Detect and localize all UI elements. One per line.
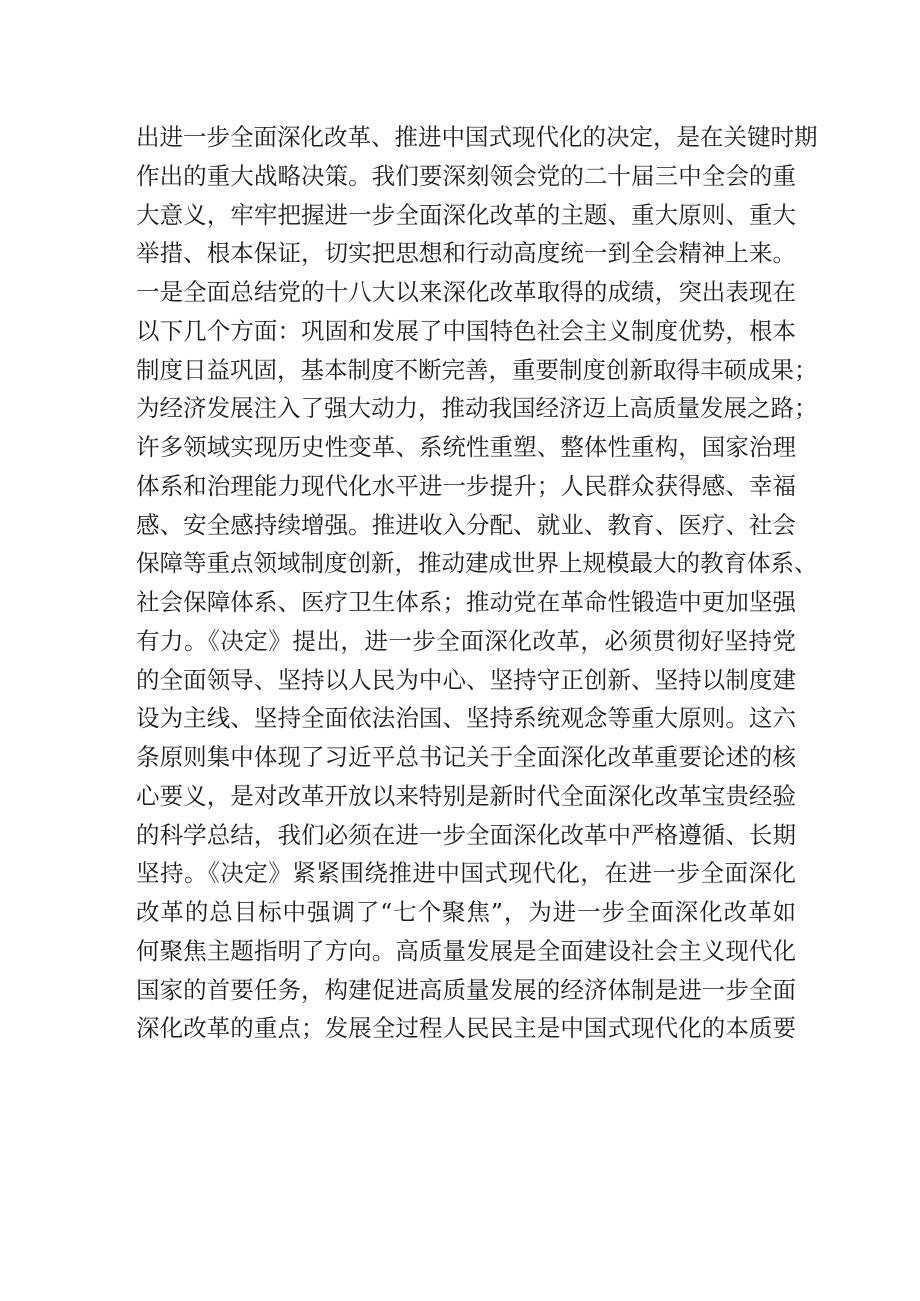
text-line: 的全面领导、坚持以人民为中心、坚持守正创新、坚持以制度建: [136, 665, 796, 694]
text-line: 的科学总结，我们必须在进一步全面深化改革中严格遵循、长期: [136, 820, 796, 849]
text-line: 制度日益巩固，基本制度不断完善，重要制度创新取得丰硕成果；: [136, 355, 818, 384]
text-line: 为经济发展注入了强大动力，推动我国经济迈上高质量发展之路；: [136, 394, 818, 423]
text-line: 大意义，牢牢把握进一步全面深化改革的主题、重大原则、重大: [136, 200, 796, 229]
text-line: 以下几个方面：巩固和发展了中国特色社会主义制度优势，根本: [136, 316, 796, 345]
text-line: 有力。《决定》提出，进一步全面深化改革，必须贯彻好坚持党: [136, 626, 796, 655]
text-line: 何聚焦主题指明了方向。高质量发展是全面建设社会主义现代化: [136, 936, 796, 965]
text-line: 设为主线、坚持全面依法治国、坚持系统观念等重大原则。这六: [136, 704, 796, 733]
text-line: 许多领域实现历史性变革、系统性重塑、整体性重构，国家治理: [136, 433, 796, 461]
text-line: 出进一步全面深化改革、推进中国式现代化的决定，是在关键时期: [136, 123, 818, 151]
text-line: 改革的总目标中强调了“七个聚焦”，为进一步全面深化改革如: [136, 898, 796, 926]
body-text: [136, 118, 818, 1048]
text-line: 心要义，是对改革开放以来特别是新时代全面深化改革宝贵经验: [136, 781, 796, 810]
text-line: 体系和治理能力现代化水平进一步提升；人民群众获得感、幸福: [136, 471, 796, 500]
text-line: 条原则集中体现了习近平总书记关于全面深化改革重要论述的核: [136, 743, 796, 771]
text-line: 作出的重大战略决策。我们要深刻领会党的二十届三中全会的重: [136, 161, 796, 190]
text-line: 举措、根本保证，切实把思想和行动高度统一到全会精神上来。: [136, 239, 796, 268]
text-line: 感、安全感持续增强。推进收入分配、就业、教育、医疗、社会: [136, 510, 796, 539]
text-line: 一是全面总结党的十八大以来深化改革取得的成绩，突出表现在: [136, 278, 796, 306]
text-line: 社会保障体系、医疗卫生体系；推动党在革命性锻造中更加坚强: [136, 588, 796, 616]
text-line: 国家的首要任务，构建促进高质量发展的经济体制是进一步全面: [136, 975, 796, 1004]
text-line: 坚持。《决定》紧紧围绕推进中国式现代化，在进一步全面深化: [136, 859, 796, 888]
text-line: 深化改革的重点；发展全过程人民民主是中国式现代化的本质要: [136, 1014, 796, 1043]
text-line: 保障等重点领域制度创新，推动建成世界上规模最大的教育体系、: [136, 549, 818, 578]
